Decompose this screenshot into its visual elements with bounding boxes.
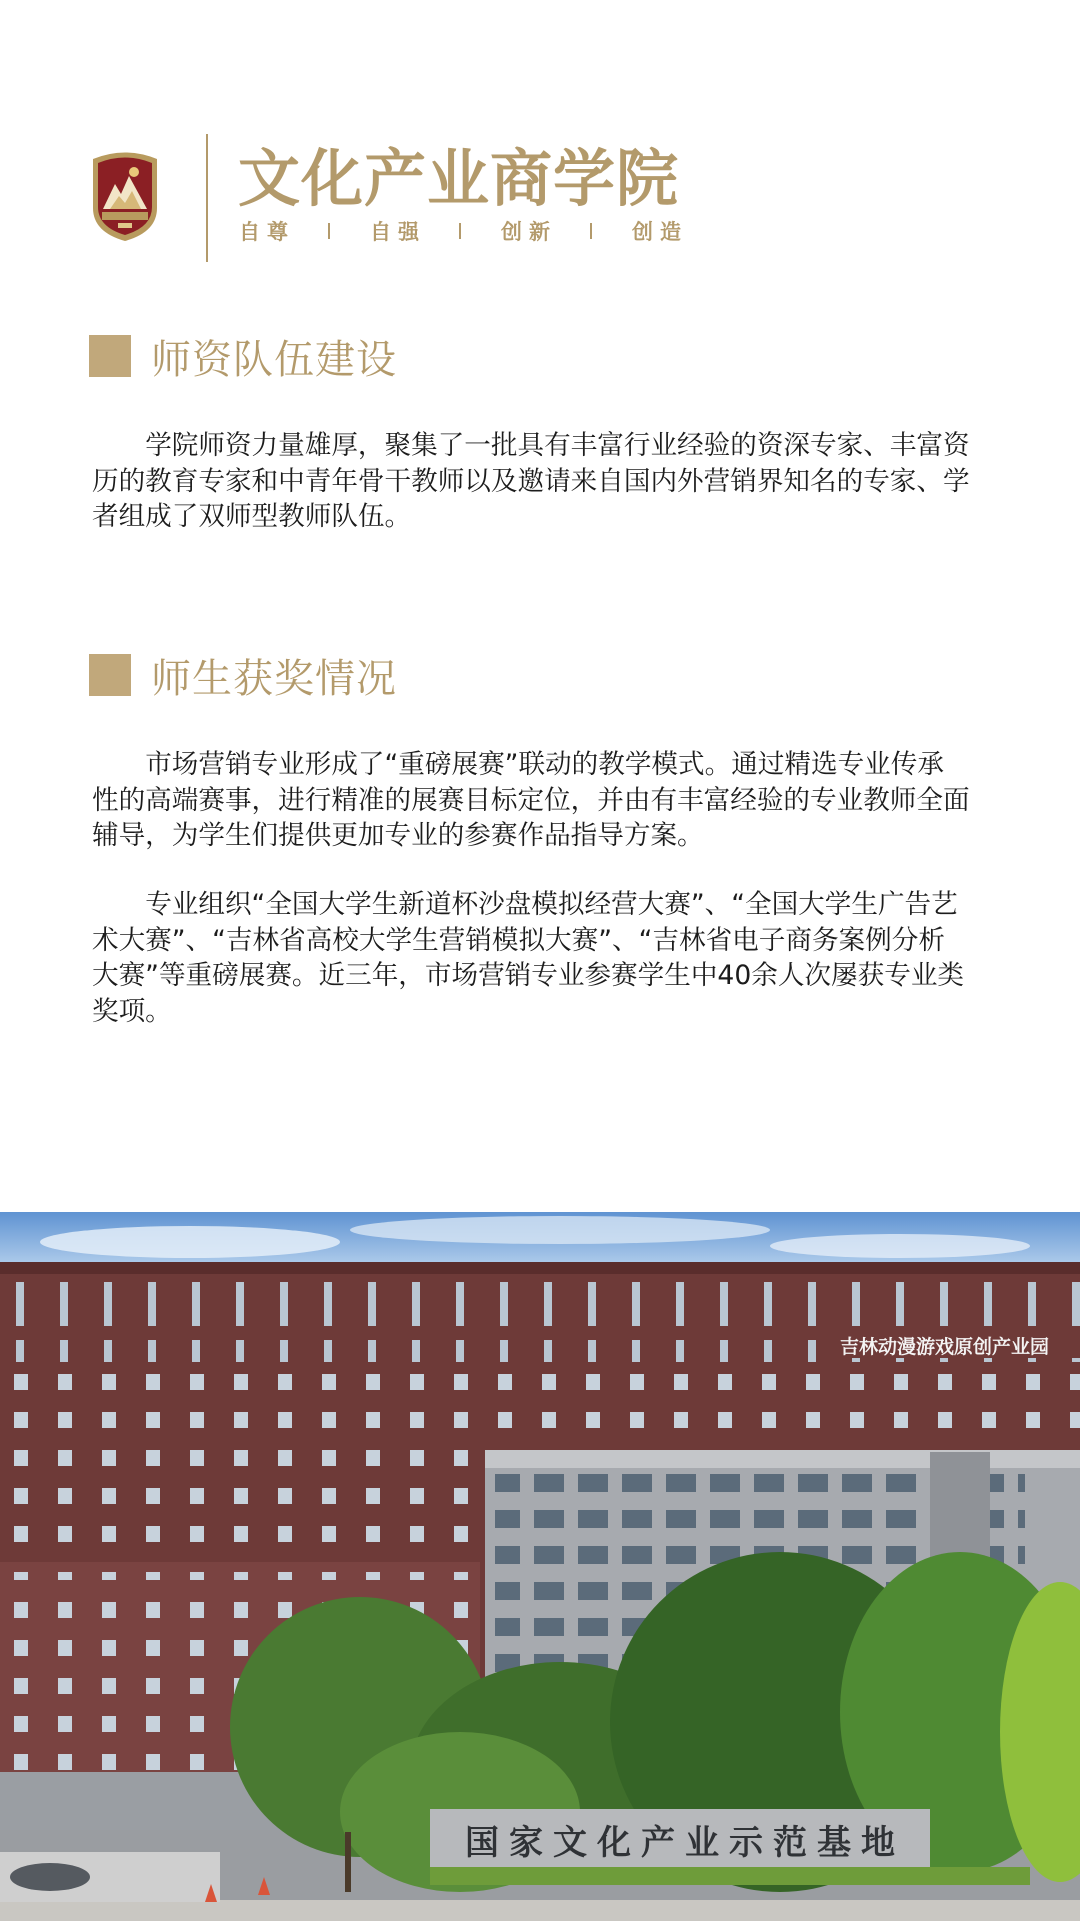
monument-text: 国家文化产业示范基地 (465, 1823, 905, 1863)
motto-row (239, 216, 688, 246)
faculty-paragraph: 学院师资力量雄厚，聚集了一批具有丰富行业经验的资深专家、丰富资历的教育专家和中青年骨干教师以及邀请来自国内外营销界知名的专家、学者组成了双师型教师队伍。 (92, 430, 970, 532)
school-crest-icon (88, 148, 162, 242)
motto-item: 创造 (632, 220, 688, 244)
section-title: 师资队伍建设 (151, 336, 397, 383)
motto-item: 自强 (370, 220, 426, 244)
section-marker (89, 335, 131, 377)
header-divider (206, 134, 208, 262)
section-heading-faculty (89, 333, 397, 383)
motto-separator (328, 223, 330, 239)
motto-item: 创新 (501, 220, 557, 244)
section-heading-awards (89, 652, 397, 702)
campus-building-photo (0, 1212, 1080, 1921)
header (88, 134, 708, 262)
awards-paragraph: 专业组织“全国大学生新道杯沙盘模拟经营大赛”、“全国大学生广告艺术大赛”、“吉林省高校大学生营销模拟大赛”、“吉林省电子商务案例分析大赛”等重磅展赛。近三年，市场营销专业参赛学生中40余人次屡获专业类奖项。 (92, 889, 965, 1027)
motto-item: 自尊 (239, 220, 295, 244)
section-marker (89, 654, 131, 696)
motto-separator (459, 223, 461, 239)
motto-separator (590, 223, 592, 239)
building-sign: 吉林动漫游戏原创产业园 (840, 1336, 1050, 1358)
awards-paragraph: 市场营销专业形成了“重磅展赛”联动的教学模式。通过精选专业传承性的高端赛事，进行精准的展赛目标定位，并由有丰富经验的专业教师全面辅导，为学生们提供更加专业的参赛作品指导方案。 (92, 749, 970, 851)
page-title: 文化产业商学院 (238, 142, 680, 215)
section-title: 师生获奖情况 (151, 655, 397, 702)
